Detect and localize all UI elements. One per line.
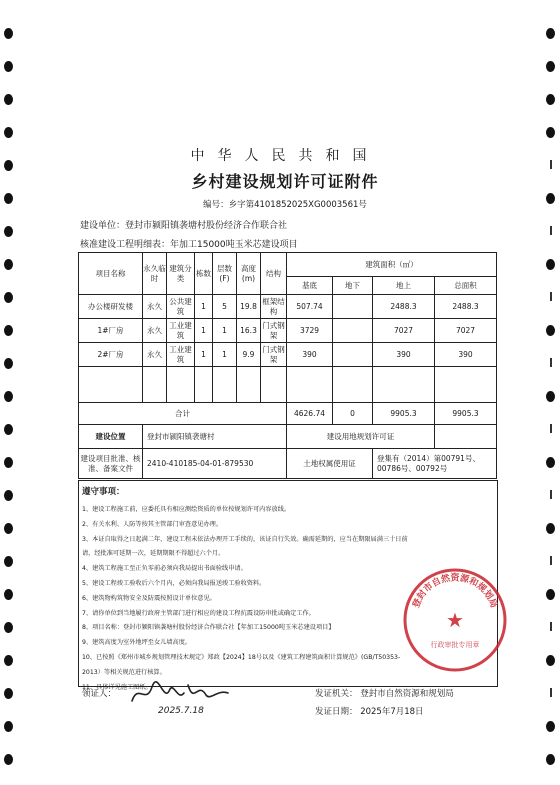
punch-hole [4,292,13,303]
permit-sheet [70,125,500,750]
punch-hole [546,127,555,138]
cell-perm: 永久 [143,295,167,319]
cell-total: 7027 [435,319,497,343]
cell-floors: 1 [213,319,237,343]
cell-above: 2488.3 [373,295,435,319]
punch-hole [4,457,13,468]
total-base: 4626.74 [287,403,333,425]
issue-date: 发证日期： 2025年7月18日 [315,707,424,717]
table-row [79,295,497,319]
punch-hole [546,589,555,600]
project-detail-table [78,252,497,479]
seal-text: 登封市自然资源和规划局 [411,573,499,610]
cell-name: 办公楼研发楼 [79,295,143,319]
punch-hole [550,226,552,235]
punch-hole [4,28,13,39]
punch-hole [550,622,552,631]
cell-base: 3729 [287,319,333,343]
cell-perm: 永久 [143,343,167,367]
punch-hole [546,325,555,336]
punch-hole [546,193,555,204]
header-total: 总面积 [435,277,497,295]
cell-struct: 门式钢架 [261,343,287,367]
punch-hole [550,556,552,565]
note-item: 9、建筑高度为室外地坪至女儿墙高度。 [82,639,192,647]
note-item: 5、建设工程竣工验收后六个月内，必须向我局报送竣工验收资料。 [82,579,266,587]
header-floors: 层数(F) [213,253,237,295]
header-name: 项目名称 [79,253,143,295]
punch-hole [4,160,13,171]
note-item: 8、项目名称：登封市颍阳镇袭塘村股份经济合作联合社【年加工15000吨玉米芯建设项目】 [82,624,335,632]
cell-floors: 5 [213,295,237,319]
header-structure: 结构 [261,253,287,295]
cell-total: 390 [435,343,497,367]
punch-hole [4,721,13,732]
cell-base: 390 [287,343,333,367]
total-under: 0 [333,403,373,425]
cell-blocks: 1 [195,343,213,367]
note-item: 2、有关水利、人防等按其主管部门审查意见办理。 [82,520,223,528]
punch-hole [550,160,552,169]
location-label: 建设位置 [79,425,143,449]
document-title: 乡村建设规划许可证附件 [191,172,379,191]
punch-hole [550,490,552,499]
header-permanence: 永久临时 [143,253,167,295]
cell-cat: 工业建筑 [167,343,195,367]
punch-hole [550,424,552,433]
approval-row [79,449,497,479]
cell-perm: 永久 [143,319,167,343]
cell-height: 16.3 [237,319,261,343]
punch-hole [546,655,555,666]
punch-hole [4,193,13,204]
punch-hole [546,721,555,732]
cell-under [333,343,373,367]
cell-floors: 1 [213,343,237,367]
cell-cat: 公共建筑 [167,295,195,319]
header-above: 地上 [373,277,435,295]
punch-hole [4,589,13,600]
punch-hole [4,127,13,138]
cell-under [333,295,373,319]
cell-above: 390 [373,343,435,367]
land-cert-value [435,425,497,449]
cell-blocks: 1 [195,295,213,319]
punch-hole [4,556,13,567]
punch-hole [550,292,552,301]
note-item: 4、建筑工程施工至正负零前必须向我局提出书面验线申请。 [82,565,247,573]
punch-hole [4,523,13,534]
cell-height: 19.8 [237,295,261,319]
punch-hole [550,358,552,367]
punch-hole [4,358,13,369]
construction-unit: 建设单位：登封市颍阳镇袭塘村股份经济合作联合社 [80,221,288,231]
right-punch-holes [544,0,558,785]
total-label: 合计 [79,403,287,425]
table-row [79,343,497,367]
punch-hole [4,490,13,501]
cell-name: 2#厂房 [79,343,143,367]
punch-hole [4,424,13,435]
header-height: 高度(m) [237,253,261,295]
table-row [79,319,497,343]
cell-blocks: 1 [195,319,213,343]
cell-base: 507.74 [287,295,333,319]
cell-total: 2488.3 [435,295,497,319]
header-under: 地下 [333,277,373,295]
punch-hole [4,61,13,72]
cell-struct: 框架结构 [261,295,287,319]
cell-under [333,319,373,343]
issuer: 发证机关： 登封市自然资源和规划局 [315,689,454,699]
note-item: 10、已按照《郑州市城乡规划管理技术规定》郑政【2024】18号以及《建筑工程建筑面积计算规范》(GB/T50353- [82,653,401,661]
approval-value: 2410-410185-04-01-879530 [143,449,287,479]
empty-row [79,367,497,403]
note-item: 6、建筑物构筑物安全及防震按照设计单位意见。 [82,594,216,602]
punch-hole [4,688,13,699]
total-above: 9905.3 [373,403,435,425]
punch-hole [546,61,555,72]
svg-text:登封市自然资源和规划局 [409,571,499,610]
signature-date: 2025.7.18 [158,706,204,715]
cell-cat: 工业建筑 [167,319,195,343]
cell-above: 7027 [373,319,435,343]
punch-hole [546,391,555,402]
left-punch-holes [2,0,16,785]
cell-struct: 门式钢架 [261,319,287,343]
header-base: 基底 [287,277,333,295]
seal-star-icon: ★ [446,608,464,632]
project-list-title: 核准建设工程明细表：年加工15000吨玉米芯建设项目 [80,240,298,250]
punch-hole [546,457,555,468]
land-right-label: 土地权属使用证 [287,449,373,479]
punch-hole [546,754,555,765]
land-cert-label: 建设用地规划许可证 [287,425,435,449]
land-right-value: 登集有（2014）第00791号、00786号、00792号 [373,449,497,479]
punch-hole [546,259,555,270]
total-total: 9905.3 [435,403,497,425]
punch-hole [550,688,552,697]
punch-hole [546,28,555,39]
cell-height: 9.9 [237,343,261,367]
header-blocks: 栋数 [195,253,213,295]
punch-hole [4,622,13,633]
punch-hole [4,226,13,237]
punch-hole [4,94,13,105]
country-heading: 中华人民共和国 [190,148,380,164]
punch-hole [4,325,13,336]
location-value: 登封市颍阳镇袭塘村 [143,425,287,449]
note-item: 2013）等相关规范进行核算。 [82,668,166,676]
total-row [79,403,497,425]
notes-title: 遵守事项： [82,487,125,497]
seal-subtext: 行政审批专用章 [430,641,480,649]
punch-hole [4,391,13,402]
punch-hole [4,655,13,666]
location-row [79,425,497,449]
note-item: 11、具体详见施工图纸。 [82,683,152,691]
cell-name: 1#厂房 [79,319,143,343]
official-seal [400,565,510,675]
punch-hole [546,94,555,105]
punch-hole [546,523,555,534]
header-area: 建筑面积（㎡） [287,253,497,277]
approval-label: 建设项目批准、核准、备案文件 [79,449,143,479]
note-item: 7、请你单位到当地履行政府主管部门进行相应的建设工程抗震设防审批或确定工作。 [82,609,315,617]
header-category: 建筑分类 [167,253,195,295]
note-item: 1、建设工程施工前，应委托具有相应测绘资质的单位按规划许可内容放线。 [82,506,291,513]
punch-hole [4,259,13,270]
receiver-label: 领证人： [82,689,117,699]
punch-hole [4,754,13,765]
note-item: 请，经批准可延期一次，延期期限不得超过六个月。 [82,550,225,558]
note-item: 3、本证自取得之日起满二年，建设工程未依法办理开工手续的，该证自行失效。确需延期的，应当在期限届满三十日前 [82,535,408,543]
handwritten-signature [128,675,238,715]
document-number: 编号：乡字第4101852025XG0003561号 [203,200,367,210]
